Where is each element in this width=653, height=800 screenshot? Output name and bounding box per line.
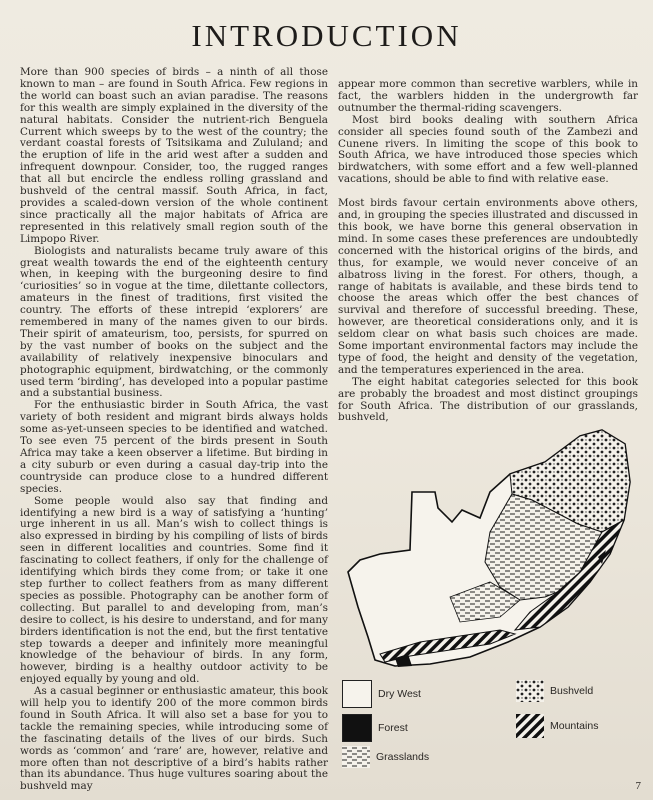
right-column — [338, 79, 638, 424]
paragraph: For the enthusiastic birder in South Africa, the vast variety of both resident and migrant birds always holds some as-yet-unseen species to be identified and watched. To see even 75 percent of the birds present in South Africa may take a keen observer a lifetime. But birding in a city suburb or even during a casual day-trip into the countryside can produce close to a hundred different species. — [20, 399, 328, 495]
bushveld-swatch-icon — [516, 680, 544, 702]
mountains-swatch-icon — [516, 714, 544, 738]
paragraph: The eight habitat categories selected for this book are probably the broadest and most distinct groupings for South Africa. The distribution of our grasslands, bushveld, — [338, 375, 638, 424]
page-number: 7 — [635, 780, 641, 792]
grasslands-swatch-icon — [342, 746, 370, 768]
legend-bushveld — [516, 680, 593, 702]
forest-swatch-icon — [342, 714, 372, 742]
paragraph: Most birds favour certain environments above others, and, in grouping the species illustrated and discussed in this book, we have borne this general observation in mind. In some cases these preferences are undoubtedly concerned with the historical origins of the birds, and thus, for example, we would never conceive of an albatross living in the forest. For others, though, a range of habitats is available, and these birds tend to choose the areas which offer the best chances of survival and therefore of successful breeding. These, however, are theoretical considerations only, and it is seldom clear on what basis such choices are made. Some important environmental factors may include the type of food, the height and density of the vegetation, and the temperatures experienced in the area. — [338, 197, 638, 376]
left-column — [20, 67, 328, 793]
paragraph: Some people would also say that finding and identifying a new bird is a way of satisfying a ‘hunting’ urge inherent in us all. Man’s wish to collect things is also expressed in birding by his compiling of lists of birds seen in different localities and countries. Some find it fascinating to collect feathers, if only for the challenge of identifying which birds they come from; or take it one step further to collect feathers from as many different species as possible. Photography can be another form of collecting. But parallel to and developing from, man’s desire to collect, is his desire to understand, and for many birders identification is not the end, but the first tentative step towards a deeper and infinitely more meaningful knowledge of the behaviour of birds. In any form, however, birding is a healthy outdoor activity to be enjoyed equally by young and old. — [20, 494, 328, 686]
paragraph: appear more common than secretive warblers, while in fact, the warblers hidden in the undergrowth far outnumber the thermal-riding scavengers. — [338, 78, 638, 114]
legend-label: Grasslands — [376, 751, 430, 763]
legend-label: Bushveld — [550, 685, 594, 697]
paragraph: Most bird books dealing with southern Africa consider all species found south of the Zambezi and Cunene rivers. In limiting the scope of this book to South Africa, we have introduced those species which birdwatchers, with some effort and a few well-planned vacations, should be able to find with relative ease. — [338, 113, 638, 186]
legend-grasslands — [342, 746, 429, 768]
legend-dry-west — [342, 680, 421, 708]
legend-label: Mountains — [550, 720, 599, 732]
paragraph: More than 900 species of birds – a ninth of all those known to man – are found in South Africa. Few regions in the world can boast such an avian paradise. The reasons for this wealth are simply explained in the diversity of the natural habitats. Consider the nutrient-rich Benguela Current which sweeps by to the west of the country; the verdant coastal forests of Tsitsikama and Zululand; and the eruption of life in the arid west after a sudden and infrequent downpour. Consider, too, the rugged ranges that all but encircle the endless rolling grassland and bushveld of the central massif. South Africa, in fact, provides a scaled-down version of the whole continent since practically all the major habitats of Africa are represented in this relatively small region south of the Limpopo River. — [20, 66, 328, 245]
paragraph: As a casual beginner or enthusiastic amateur, this book will help you to identify 200 of the more common birds found in South Africa. It will also set a base for you to tackle the remaining species, while introducing some of the fascinating details of the lives of our birds. Such words as ‘common’ and ‘rare’ are, however, relative and more often than not descriptive of a bird’s habits rather than its abundance. Thus huge vultures soaring about the bushveld may — [20, 685, 328, 793]
legend-label: Dry West — [378, 688, 421, 700]
map-legend — [340, 680, 640, 770]
legend-label: Forest — [378, 722, 408, 734]
page-title: INTRODUCTION — [191, 18, 462, 53]
dry-west-swatch-icon — [342, 680, 372, 708]
legend-forest — [342, 714, 408, 742]
legend-mountains — [516, 714, 598, 738]
paragraph: Biologists and naturalists became truly aware of this great wealth towards the end of the eighteenth century when, in keeping with the burgeoning desire to find ‘curiosities’ so in vogue at the time, dilettante collectors, amateurs in the finest of traditions, first visited the country. The efforts of these intrepid ‘explorers’ are remembered in many of the names given to our birds. Their spirit of amateurism, too, persists, for spurred on by the vast number of books on the subject and the availability of relatively inexpensive binoculars and photographic equipment, birdwatching, or the commonly used term ‘birding’, has developed into a popular pastime and a substantial business. — [20, 244, 328, 400]
habitat-map — [340, 422, 635, 677]
